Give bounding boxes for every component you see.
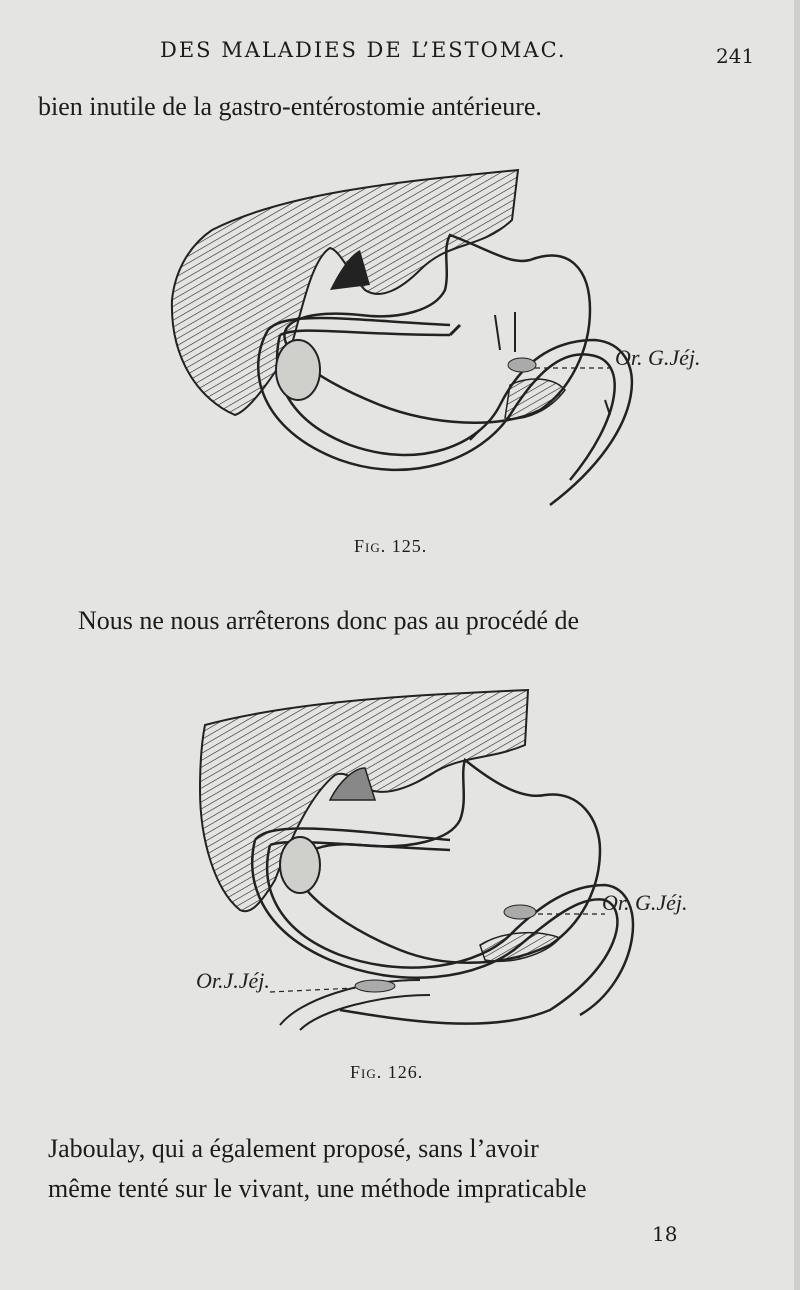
text-line-3: Jaboulay, qui a également proposé, sans l’avoir	[48, 1134, 539, 1163]
page-number: 241	[716, 44, 755, 68]
orifice-mark	[508, 358, 536, 372]
liver-shape	[172, 170, 518, 415]
figure-125	[150, 160, 720, 520]
running-title: DES MALADIES DE L’ESTOMAC.	[160, 38, 567, 62]
text-line-4: même tenté sur le vivant, une méthode impraticable	[48, 1174, 587, 1203]
pancreas-blob	[280, 837, 320, 893]
figure-125-caption: Fig. 125.	[354, 536, 428, 556]
figure-126	[160, 680, 730, 1040]
label-or-g-jej: Or. G.Jéj.	[602, 890, 688, 915]
pancreas-blob	[276, 340, 320, 400]
signature-mark: 18	[652, 1222, 678, 1246]
page-edge	[794, 0, 800, 1290]
orifice-mark-jejunal	[355, 980, 395, 992]
figure-126-caption: Fig. 126.	[350, 1062, 424, 1082]
text-line-1: bien inutile de la gastro-entérostomie antérieure.	[38, 92, 542, 121]
label-or-j-jej: Or.J.Jéj.	[196, 968, 270, 993]
text-line-2: Nous ne nous arrêterons donc pas au procédé de	[78, 606, 580, 635]
anastomosis-hatch	[480, 933, 560, 962]
label-or-g-jej: Or. G.Jéj.	[615, 345, 701, 370]
orifice-mark-gastric	[504, 905, 536, 919]
intestinal-loop	[258, 318, 632, 505]
anastomosis-hatch	[505, 379, 565, 419]
